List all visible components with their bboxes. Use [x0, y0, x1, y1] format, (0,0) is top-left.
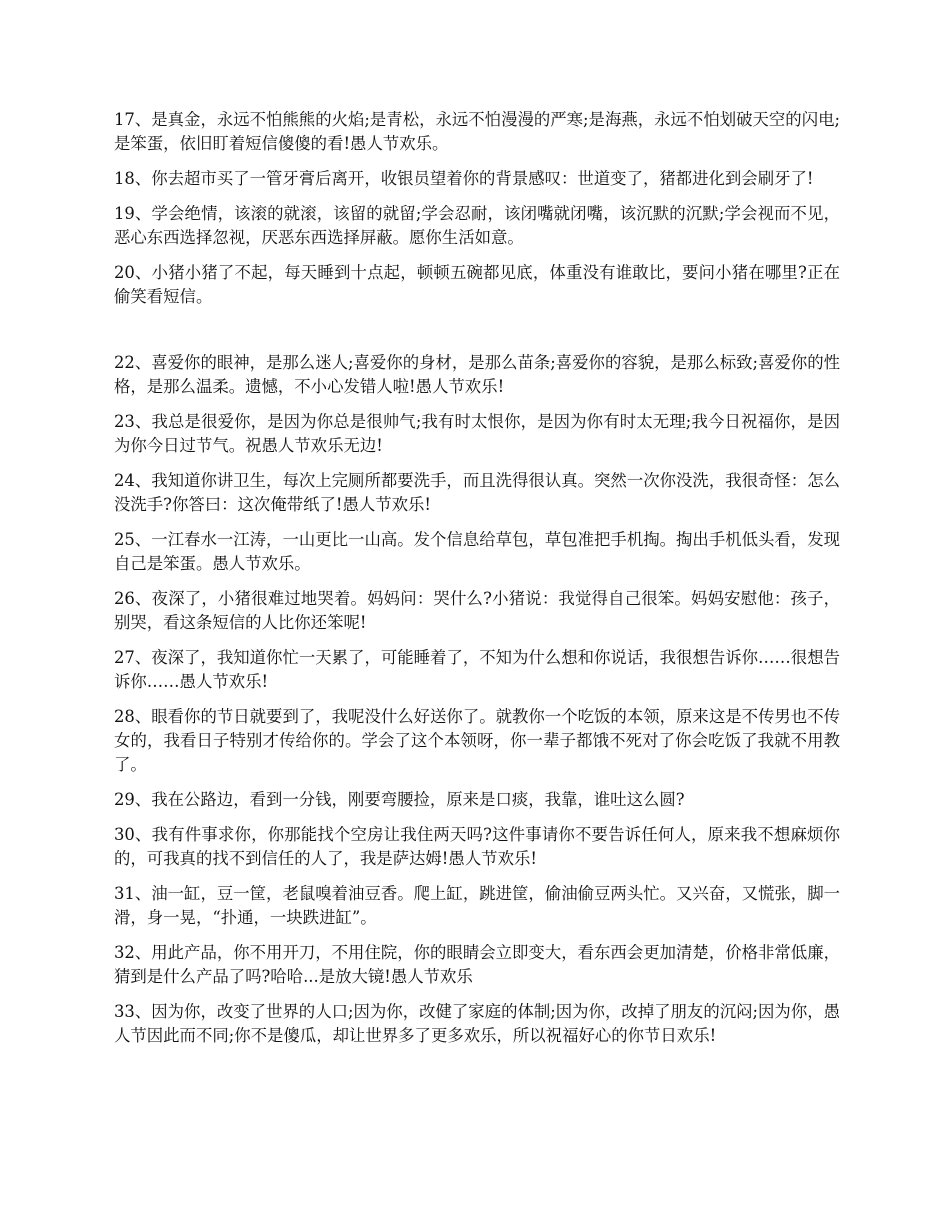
entry-23: 23、我总是很爱你，是因为你总是很帅气;我有时太恨你，是因为你有时太无理;我今日祝福你，是因为你今日过节气。祝愚人节欢乐无边!	[114, 412, 840, 455]
entry-24: 24、我知道你讲卫生，每次上完厕所都要洗手，而且洗得很认真。突然一次你没洗，我很奇怪：怎么没洗手?你答曰：这次俺带纸了!愚人节欢乐!	[114, 471, 840, 514]
entry-33: 33、因为你，改变了世界的人口;因为你，改健了家庭的体制;因为你，改掉了朋友的沉闷;因为你，愚人节因此而不同;你不是傻瓜，却让世界多了更多欢乐，所以祝福好心的你节日欢乐!	[114, 1002, 840, 1045]
entry-17: 17、是真金，永远不怕熊熊的火焰;是青松，永远不怕漫漫的严寒;是海燕，永远不怕划破天空的闪电;是笨蛋，依旧盯着短信傻傻的看!愚人节欢乐。	[114, 110, 840, 153]
entry-32: 32、用此产品，你不用开刀，不用住院，你的眼睛会立即变大，看东西会更加清楚，价格非常低廉，猜到是什么产品了吗?哈哈...是放大镜!愚人节欢乐	[114, 943, 840, 986]
entry-19: 19、学会绝情，该滚的就滚，该留的就留;学会忍耐，该闭嘴就闭嘴，该沉默的沉默;学会视而不见，恶心东西选择忽视，厌恶东西选择屏蔽。愿你生活如意。	[114, 204, 840, 247]
entry-26: 26、夜深了，小猪很难过地哭着。妈妈问：哭什么?小猪说：我觉得自己很笨。妈妈安慰他：孩子，别哭，看这条短信的人比你还笨呢!	[114, 589, 840, 632]
entry-31: 31、油一缸，豆一筐，老鼠嗅着油豆香。爬上缸，跳进筐，偷油偷豆两头忙。又兴奋，又慌张，脚一滑，身一晃，“扑通，一块跌进缸”。	[114, 884, 840, 927]
entry-20: 20、小猪小猪了不起，每天睡到十点起，顿顿五碗都见底，体重没有谁敢比，要问小猪在哪里?正在偷笑看短信。	[114, 263, 840, 306]
entry-18: 18、你去超市买了一管牙膏后离开，收银员望着你的背景感叹：世道变了，猪都进化到会刷牙了!	[114, 169, 814, 188]
entry-25: 25、一江春水一江涛，一山更比一山高。发个信息给草包，草包准把手机掏。掏出手机低头看，发现自己是笨蛋。愚人节欢乐。	[114, 530, 840, 573]
entry-28: 28、眼看你的节日就要到了，我呢没什么好送你了。就教你一个吃饭的本领，原来这是不传男也不传女的，我看日子特别才传给你的。学会了这个本领呀，你一辈子都饿不死对了你会吃饭了我就不用教了。	[114, 707, 840, 774]
entry-22: 22、喜爱你的眼神，是那么迷人;喜爱你的身材，是那么苗条;喜爱你的容貌，是那么标致;喜爱你的性格，是那么温柔。遗憾，不小心发错人啦!愚人节欢乐!	[114, 353, 840, 396]
entry-30: 30、我有件事求你，你那能找个空房让我住两天吗?这件事请你不要告诉任何人，原来我不想麻烦你的，可我真的找不到信任的人了，我是萨达姆!愚人节欢乐!	[114, 825, 840, 868]
entry-29: 29、我在公路边，看到一分钱，刚要弯腰捡，原来是口痰，我靠，谁吐这么圆?	[114, 790, 685, 809]
entry-27: 27、夜深了，我知道你忙一天累了，可能睡着了，不知为什么想和你说话，我很想告诉你……很想告诉你……愚人节欢乐!	[114, 648, 840, 691]
